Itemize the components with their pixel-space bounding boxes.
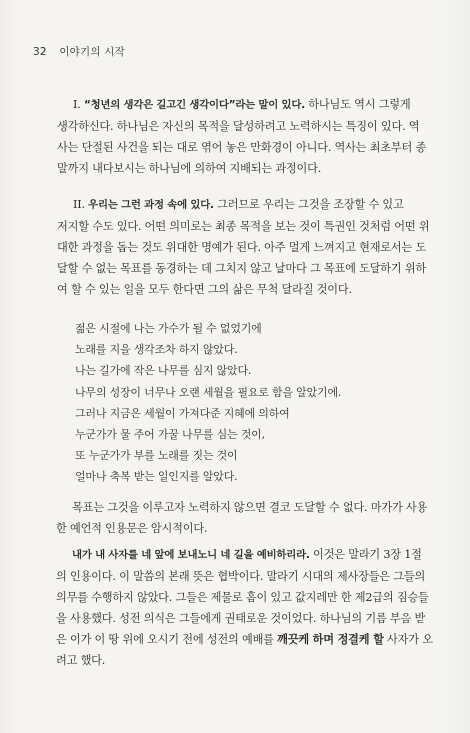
text-line: 대한 과정을 돕는 것도 위대한 명예가 된다. 아주 멀게 느껴지고 현재로서는 도: [57, 241, 427, 254]
paragraph-2-line-1-rest: 그러므로 우리는 그것을 조장할 수 있고: [213, 198, 404, 211]
poem-line: 또 누군가가 부를 노래를 짓는 것이: [75, 449, 238, 463]
section-numeral-2: II.: [73, 198, 85, 211]
text-line: 의 인용이다. 이 말씀의 본래 뜻은 협박이다. 말라기 시대의 제사장들은 그들의: [56, 570, 426, 583]
text-line: 한 예언적 인용문은 암시적이다.: [56, 522, 208, 535]
bold-quote: “청년의 생각은 길고긴 생각이다”라는 말이 있다.: [83, 99, 305, 111]
text-line-start: 은 이가 이 땅 위에 오시기 전에 성전의 예배를: [56, 633, 278, 646]
paragraph-1-line-1-rest: 하나님도 역시 그렇게: [304, 98, 411, 111]
paragraph-1: [57, 94, 427, 179]
bold-scripture-quote: 내가 내 사자를 네 앞에 보내노니 네 길을 예비하리라.: [72, 549, 310, 561]
poem-line: 노래를 지을 생각조차 하지 않았다.: [75, 343, 238, 357]
poem-line: 얼마나 축복 받는 일인지를 알았다.: [75, 470, 238, 484]
paragraph-1-first-line: [73, 94, 426, 116]
paragraph-2-first-line: [73, 194, 429, 216]
text-line: 의무를 수행하지 않았다. 그들은 제물로 흠이 있고 값지레만 한 제2급의 짐승들: [56, 591, 429, 604]
bold-emphasis: 깨끗케 하며 정결케 할: [277, 632, 384, 646]
page-number: 32: [33, 46, 47, 58]
text-line: 말까지 내다보시는 하나님에 의하여 지배되는 과정이다.: [57, 162, 322, 175]
paragraph-4-first-line: [72, 544, 433, 566]
text-line: 목표는 그것을 이루고자 노력하지 않으면 결코 도달할 수 없다. 마가가 사용: [72, 501, 428, 514]
text-line: 사는 단절된 사건을 되는 대로 엮어 놓은 만화경이 아니다. 역사는 최초부터 종: [57, 141, 427, 154]
text-line: 저지할 수도 있다. 어떤 의미로는 최종 목적을 보는 것이 특권인 것처럼 어떤 위: [57, 220, 430, 233]
text-line: 을 사용했다. 성전 의식은 그들에게 권태로운 것이었다. 하나님의 기름 부음 받: [56, 612, 426, 625]
poem-line: 젊은 시절에 나는 가수가 될 수 없었기에: [75, 322, 262, 335]
poem-line: 나무의 성장이 너무나 오랜 세월을 필요로 함을 알았기에.: [75, 385, 342, 399]
paragraph-4: [56, 544, 433, 671]
text-line-with-emphasis: [56, 629, 433, 650]
section-numeral-1: I.: [73, 98, 81, 111]
running-title: 이야기의 시작: [59, 46, 125, 58]
paragraph-3: [56, 497, 427, 539]
poem-line: 나는 길가에 작은 나무를 심지 않았다.: [75, 364, 252, 378]
poem-line: 그러나 지금은 세월이 가져다준 지혜에 의하여: [75, 406, 290, 420]
paragraph-4-line-1-rest: 이것은 말라기 3장 1절: [309, 548, 422, 561]
running-header: [33, 44, 125, 59]
paragraph-2: [57, 194, 430, 300]
text-line: 려고 했다.: [56, 654, 106, 667]
bold-lead: 우리는 그런 과정 속에 있다.: [88, 199, 214, 211]
poem-line: 누군가가 물 주어 가꿀 나무를 심는 것이,: [75, 428, 265, 442]
text-line-end: 사자가 오: [383, 633, 433, 646]
text-line: 생각하신다. 하나님은 자신의 목적을 달성하려고 노력하시는 특징이 있다. 역: [57, 120, 420, 133]
text-line: 여 할 수 있는 일을 모두 한다면 그의 삶은 무척 달라질 것이다.: [57, 283, 352, 296]
text-line: 달할 수 없는 목표를 동경하는 데 그치지 않고 날마다 그 목표에 도달하기 위하: [57, 262, 427, 275]
poem-block: [75, 318, 341, 488]
